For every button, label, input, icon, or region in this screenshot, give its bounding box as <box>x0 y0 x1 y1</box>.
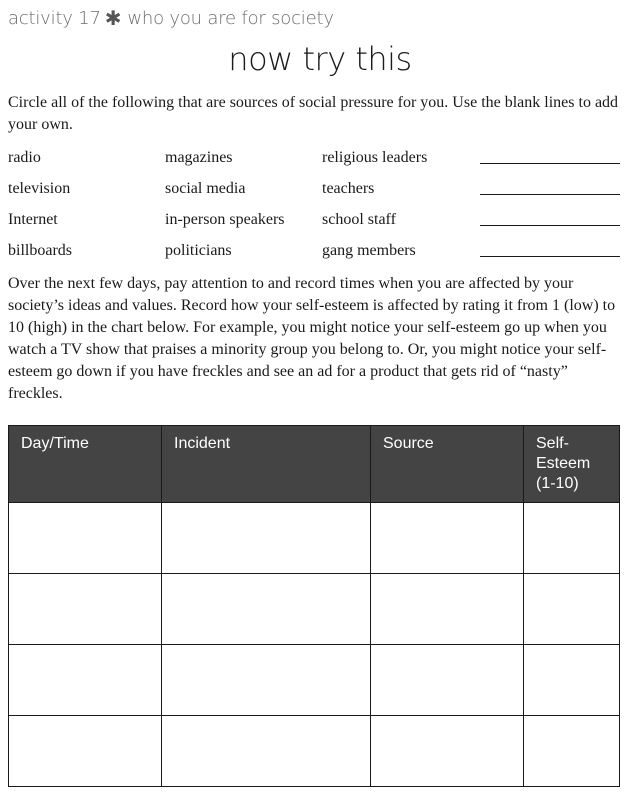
blank-line[interactable] <box>480 256 620 257</box>
source-item[interactable]: politicians <box>165 242 232 259</box>
sources-row <box>8 240 623 271</box>
source-item[interactable]: social media <box>165 180 246 197</box>
asterisk-icon: ✱ <box>104 6 122 30</box>
sources-list <box>8 147 623 271</box>
blank-line[interactable] <box>480 225 620 226</box>
column-header-self-esteem: Self-Esteem (1-10) <box>524 426 620 503</box>
blank-line[interactable] <box>480 194 620 195</box>
source-item[interactable]: religious leaders <box>322 149 428 166</box>
incident-cell[interactable] <box>162 574 371 645</box>
incident-cell[interactable] <box>162 716 371 787</box>
source-cell[interactable] <box>371 716 524 787</box>
incident-cell[interactable] <box>162 503 371 574</box>
section-title: who you are for society <box>127 8 334 29</box>
source-item[interactable]: billboards <box>8 242 72 259</box>
table-row <box>9 574 620 645</box>
column-header-day-time: Day/Time <box>9 426 162 503</box>
day-time-cell[interactable] <box>9 503 162 574</box>
source-item[interactable]: television <box>8 180 71 197</box>
source-cell[interactable] <box>371 574 524 645</box>
instructions-paragraph: Over the next few days, pay attention to and record times when you are affected by your society’s ideas and values. Record how your self-esteem is affected by rating it from 1 (low) to 10 (high) in the chart below. For example, you might notice your self-esteem go up when you watch a TV show that praises a minority group you belong to. Or, you might notice your self-esteem go down if you have freckles and see an ad for a product that gets rid of “nasty” freckles. <box>8 275 616 402</box>
source-item[interactable]: school staff <box>322 211 396 228</box>
source-item[interactable]: gang members <box>322 242 416 259</box>
source-item[interactable]: magazines <box>165 149 233 166</box>
column-header-source: Source <box>371 426 524 503</box>
blank-line[interactable] <box>480 163 620 164</box>
source-cell[interactable] <box>371 645 524 716</box>
self-esteem-cell[interactable] <box>524 574 620 645</box>
sources-row <box>8 147 623 178</box>
sources-row <box>8 178 623 209</box>
running-header <box>8 5 334 29</box>
activity-number: activity 17 <box>8 8 101 29</box>
table-row <box>9 503 620 574</box>
intro-paragraph: Circle all of the following that are sources of social pressure for you. Use the blank lines to add your own. <box>8 94 619 133</box>
self-esteem-chart <box>8 425 620 787</box>
page-title: now try this <box>228 40 412 78</box>
incident-cell[interactable] <box>162 645 371 716</box>
self-esteem-cell[interactable] <box>524 503 620 574</box>
day-time-cell[interactable] <box>9 716 162 787</box>
self-esteem-cell[interactable] <box>524 716 620 787</box>
source-item[interactable]: in-person speakers <box>165 211 285 228</box>
day-time-cell[interactable] <box>9 574 162 645</box>
sources-row <box>8 209 623 240</box>
source-item[interactable]: teachers <box>322 180 375 197</box>
source-item[interactable]: Internet <box>8 211 58 228</box>
source-item[interactable]: radio <box>8 149 41 166</box>
self-esteem-cell[interactable] <box>524 645 620 716</box>
day-time-cell[interactable] <box>9 645 162 716</box>
column-header-incident: Incident <box>162 426 371 503</box>
source-cell[interactable] <box>371 503 524 574</box>
table-row <box>9 645 620 716</box>
chart-header-row <box>9 426 620 503</box>
table-row <box>9 716 620 787</box>
